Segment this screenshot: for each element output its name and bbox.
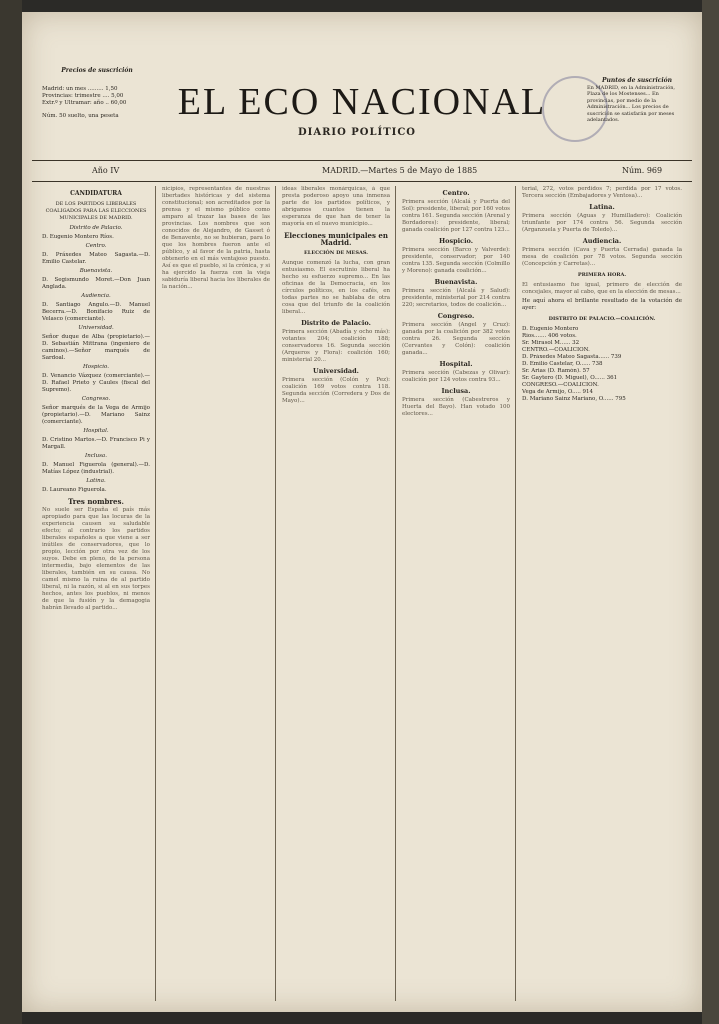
list-item: Hospital. xyxy=(83,428,109,434)
elections-heading: Elecciones municipales en Madrid. xyxy=(284,231,388,247)
results-intro: He aquí ahora el brillante resultado de la votación de ayer: xyxy=(522,298,682,311)
list-item: Sr. Mirasol M...... 32 xyxy=(522,340,580,346)
list-item: D. Práxedes Mateo Sagasta...... 739 xyxy=(522,354,622,360)
subscription-prices-left xyxy=(42,67,152,120)
price-line: Madrid: un mes ......... 1,50 xyxy=(42,86,118,92)
list-item: Distrito de Palacio. xyxy=(69,225,123,231)
column-divider xyxy=(155,186,156,1001)
list-item: Ríos....... 406 votos. xyxy=(522,333,577,339)
candidatura-subheading: DE LOS PARTIDOS LIBERALES COALIGADOS PARA LAS ELECCIONES MUNICIPALES DE MADRID. xyxy=(45,201,147,221)
article-text: nicipios, representantes de nuestras libertades históricas y del sistema constitucional; son acreditados por la prensa y el mismo público como amparo al trazar las bases de las provincias. Los nombres que son conocidos de Alejandro, de Gasset ó de Benavente, no se hubieran, para lo que los hombres fueron ante el público, y al favor de la patria, hasta obtenerlo en el más ventajoso puesto. Así es que el pueblo, si la crónica, y si ha ejercido la fuerza con la vieja sabiduría liberal hacia los liberales de la nación... xyxy=(162,186,270,290)
list-item: CENTRO.—COALICIÓN. xyxy=(522,347,590,353)
subscription-heading-left: Precios de suscrición xyxy=(61,67,133,74)
list-item: Señor duque de Alba (propietario).—D. Sebastián Mittrana (ingeniero de caminos).—Señor marqués de Sardoal. xyxy=(42,334,150,361)
candidatura-heading: CANDIDATURA xyxy=(70,190,122,197)
column-divider xyxy=(515,186,516,1001)
district-heading: Hospital. xyxy=(439,360,473,368)
list-item: D. Eugenio Montero Ríos. xyxy=(42,234,114,240)
price-line: Extr.º y Ultramar: año .. 60,00 xyxy=(42,100,127,106)
article-text: Primera sección (Cabestreros y Huerta del Bayo). Han votado 100 electores... xyxy=(402,397,510,417)
list-item: Inclusa. xyxy=(85,453,107,459)
section-heading: PRIMERA HORA. xyxy=(577,272,627,278)
district-heading: Congreso. xyxy=(437,312,475,320)
tres-nombres-heading: Tres nombres. xyxy=(68,497,124,506)
list-item: D. Emilio Castelar, O...... 738 xyxy=(522,361,603,367)
masthead-title: EL ECO NACIONAL xyxy=(177,81,547,123)
list-item: D. Práxedes Mateo Sagasta.—D. Emilio Castelar. xyxy=(42,252,150,265)
column-1 xyxy=(42,186,150,1006)
list-item: Centro. xyxy=(85,243,107,249)
district-heading: Buenavista. xyxy=(434,278,478,286)
list-item: D. Cristino Martos.—D. Francisco Pi y Margall. xyxy=(42,437,150,450)
article-text: El entusiasmo fue igual, primero de elección de concejales, mayor al cabo, que en la elección de mesas... xyxy=(522,282,682,295)
list-item: Latina. xyxy=(86,478,106,484)
article-text: Primera sección (Alcalá y Salud): presidente, ministerial por 214 contra 220; secretarios, todos de coalición... xyxy=(402,288,510,308)
subscription-points-right xyxy=(587,78,687,124)
district-heading: Audiencia. xyxy=(582,237,622,245)
elections-subheading: ELECCIÓN DE MESAS. xyxy=(304,250,368,256)
list-item: D. Segismundo Moret.—Don Juan Anglada. xyxy=(42,277,150,290)
masthead-subtitle: DIARIO POLÍTICO xyxy=(297,127,417,138)
list-item: Señor marqués de la Vega de Armijo (propietario).—D. Mariano Sainz (comerciante). xyxy=(42,405,150,425)
article-text: No suele ser España el país más apropiado para que las locuras de la experiencia causen su saludable efecto; al contrario los partidos liberales españoles a que viene a ser inútiles de conservadores, que lo propio, lección por otra vez de los suyos. Debe en pleno, de la persona intermedia, bajo elementos de las liberales, también en su causa. No camel mismo la ruina de al partido liberal, ni la razón, si al en sus torpes hechos, antes los pueblos, ni menos de que la fusión y la demagogia habrán llevado al partido... xyxy=(42,507,150,611)
date-label: MADRID.—Martes 5 de Mayo de 1885 xyxy=(322,166,478,175)
article-text: Primera sección (Barco y Valverde): presidente, conservador; por 140 contra 135. Segunda sección (Colmillo y Moreno): ganada coalición... xyxy=(402,247,510,274)
article-text: Primera sección (Abadía y ocho más): votantes 204; coalición 188; conservadores 16. Segunda sección (Arqueros y Flora): coalición 160; ministerial 20... xyxy=(282,329,390,363)
issue-number: Núm. 969 xyxy=(622,166,663,175)
article-text: Primera sección (Aguas y Humilladero): Coalición triunfante por 174 contra 56. Segunda sección (Arganzuela y Puerta de Toledo)... xyxy=(522,213,682,233)
list-item: D. Laureano Figuerola. xyxy=(42,487,107,493)
column-5 xyxy=(522,186,682,1006)
column-divider xyxy=(395,186,396,1001)
list-item: Vega de Armijo, O..... 914 xyxy=(522,389,594,395)
list-item: Universidad. xyxy=(78,325,114,331)
district-heading: Inclusa. xyxy=(441,387,471,395)
newspaper-page xyxy=(22,12,702,1012)
district-heading: Latina. xyxy=(589,203,615,211)
list-item: D. Eugenio Montero xyxy=(522,326,579,332)
list-item: D. Manuel Figuerola (general).—D. Matías López (industrial). xyxy=(42,462,150,475)
article-text: Primera sección (Cabezas y Olivar): coalición por 124 votos contra 93... xyxy=(402,370,510,383)
list-item: CONGRESO.—COALICIÓN. xyxy=(522,382,599,388)
district-heading: Universidad. xyxy=(313,367,359,375)
article-text: ideas liberales monárquicas, á que presta poderoso apoyo una inmensa parte de los partidos políticos, y abrigamos cuantos tienen la esperanza de que han de tener la mayoría en el nuevo municipio... xyxy=(282,186,390,227)
dateline-bar xyxy=(32,160,692,182)
single-copy-note: Núm. 50 suelto, una peseta xyxy=(42,113,119,119)
page-binding-right xyxy=(702,0,719,1024)
results-list xyxy=(522,326,682,403)
subscription-heading-right: Puntos de suscrición xyxy=(601,77,673,84)
district-heading: Hospicio. xyxy=(438,237,474,245)
subscription-text-right: En MADRID, en la Administración, Plaza de los Mostenses... En provincias, por medio de la Administración... Los precios de suscrición se satisfarán por meses adelantados. xyxy=(587,84,676,123)
list-item: D. Santiago Angulo.—D. Manuel Becerra.—D. Bonifacio Ruiz de Velasco (comerciante). xyxy=(42,302,150,322)
price-line: Provincias: trimestre .... 5,00 xyxy=(42,93,124,99)
district-heading: Centro. xyxy=(442,189,470,197)
article-text: terial, 272, votos perdidos 7; perdida por 17 votos. Tercera sección (Embajadores y Ventosa)... xyxy=(522,186,682,199)
list-item: Sr. Arias (D. Ramón). 57 xyxy=(522,368,590,374)
list-item: D. Venancio Vázquez (comerciante).—D. Rafael Prieto y Caules (fiscal del Supremo). xyxy=(42,373,150,393)
list-item: Congreso. xyxy=(81,396,111,402)
article-text: Primera sección (Cava y Puerta Cerrada) ganada la mesa de coalición por 78 votos. Segunda sección (Concepción y Carretas)... xyxy=(522,247,682,267)
list-item: Audiencia. xyxy=(81,293,111,299)
list-item: Sr. Gaytero (D. Miguel), O...... 361 xyxy=(522,375,618,381)
article-text: Primera sección (Colón y Pez): coalición 169 votos contra 118. Segunda sección (Corredera y Dos de Mayo)... xyxy=(282,377,390,404)
district-heading: Distrito de Palacio. xyxy=(301,319,371,327)
list-item: Buenavista. xyxy=(79,268,113,274)
column-4 xyxy=(402,186,510,1006)
page-binding-left xyxy=(0,0,22,1024)
list-item: Hospicio. xyxy=(82,364,109,370)
column-2 xyxy=(162,186,270,1006)
article-text: Primera sección (Alcalá y Puerta del Sol): presidente, liberal; por 160 votos contra 161. Segunda sección (Arenal y Bordadores): presidente, liberal; ganada coalición por 127 contra 123... xyxy=(402,199,510,233)
year-label: Año IV xyxy=(92,166,120,175)
results-heading: DISTRITO DE PALACIO.—COALICIÓN. xyxy=(548,316,656,322)
column-3 xyxy=(282,186,390,1006)
column-divider xyxy=(275,186,276,1001)
list-item: D. Mariano Sainz Mariano, O...... 795 xyxy=(522,396,626,402)
article-text: Primera sección (Angel y Cruz): ganada por la coalición por 382 votos contra 26. Segunda sección (Cervantes y Colón): coalición ganada... xyxy=(402,322,510,356)
article-text: Aunque comenzó la lucha, con gran entusiasmo. El escrutinio liberal ha hecho su esfuerzo supremo... En las oficinas de la Democracia, en los círculos políticos, en los cafés, en todas partes no se hablaba de otra cosa que del triunfo de la coalición liberal... xyxy=(282,260,390,315)
